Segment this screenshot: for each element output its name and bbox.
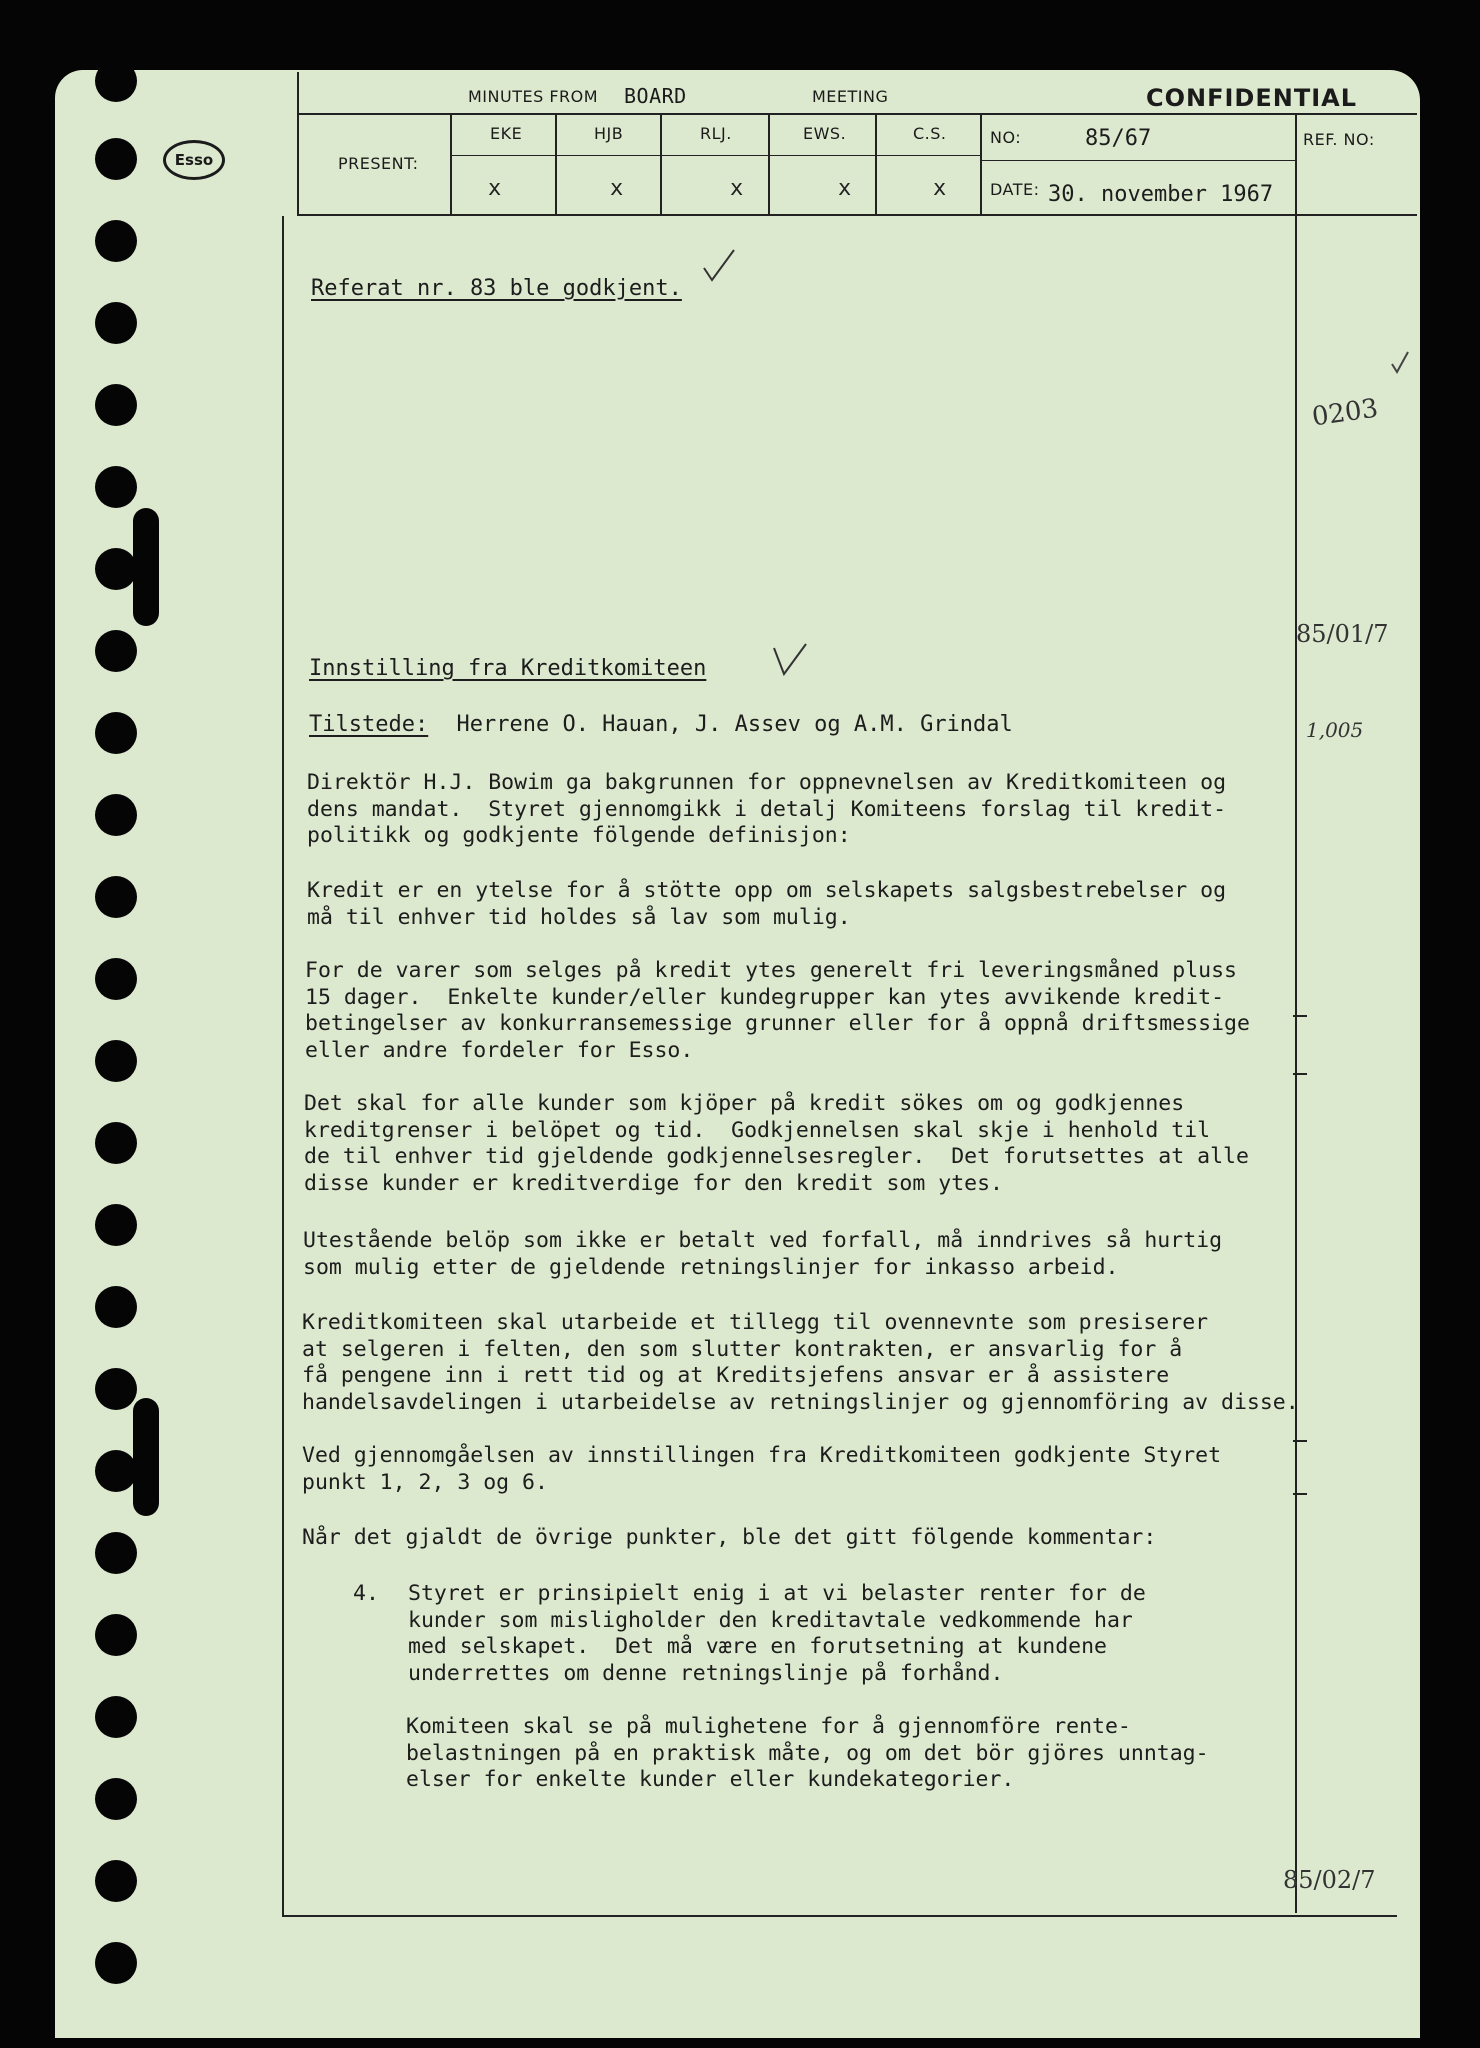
board-label: BOARD [624, 84, 687, 108]
paragraph [302, 1525, 1156, 1552]
form-rule [282, 1915, 1397, 1917]
paragraph [305, 958, 1250, 1064]
text-line: Ved gjennomgåelsen av innstillingen fra Kreditkomiteen godkjente Styret [302, 1443, 1222, 1468]
tilstede-label: Tilstede: [309, 712, 429, 737]
margin-tick [1293, 1440, 1307, 1442]
text-line: handelsavdelingen i utarbeidelse av retningslinjer og gjennomföring av disse. [302, 1389, 1299, 1415]
text-line: Utestående belöp som ikke er betalt ved forfall, må inndrives så hurtig [303, 1228, 1223, 1253]
binder-hole [95, 1286, 137, 1328]
binder-hole [95, 630, 137, 672]
text-line: at selgeren i felten, den som slutter kontrakten, er ansvarlig for å [302, 1336, 1183, 1362]
binder-hole [95, 1942, 137, 1984]
date-label: DATE: [990, 180, 1040, 199]
text-line: politikk og godkjente fölgende definisjon: [307, 823, 851, 848]
binder-hole [95, 712, 137, 754]
binder-hole [95, 876, 137, 918]
member-initials: RLJ. [700, 124, 732, 143]
text-line: punkt 1, 2, 3 og 6. [302, 1469, 548, 1495]
no-label: NO: [990, 128, 1022, 147]
form-rule [875, 113, 877, 214]
text-line: elser for enkelte kunder eller kundekategorier. [406, 1767, 1015, 1792]
referat-line: Referat nr. 83 ble godkjent. [311, 276, 682, 301]
margin-tick [1293, 1015, 1307, 1017]
margin-note-amount: 1,005 [1306, 718, 1364, 742]
binder-hole [95, 384, 137, 426]
binder-hole [95, 220, 137, 262]
attendance-mark: x [933, 176, 947, 201]
form-rule [1295, 113, 1297, 1913]
binder-hole [95, 1614, 137, 1656]
binder-hole [95, 60, 137, 102]
form-rule [555, 113, 557, 214]
paragraph [302, 1443, 1221, 1496]
attendance-mark: x [488, 176, 502, 201]
form-rule [768, 113, 770, 214]
paragraph [304, 1091, 1249, 1197]
text-line: Direktör H.J. Bowim ga bakgrunnen for oppnevnelsen av Kreditkomiteen og [307, 770, 1227, 795]
text-line: de til enhver tid gjeldende godkjennelsesregler. Det forutsettes at alle [304, 1144, 1249, 1169]
binder-hole [95, 1450, 137, 1492]
form-rule [297, 113, 1417, 115]
member-initials: EKE [490, 124, 523, 143]
form-rule [297, 214, 1417, 216]
text-line: Styret er prinsipielt enig i at vi belaster renter for de [408, 1581, 1146, 1606]
text-line: må til enhver tid holdes så lav som mulig. [307, 904, 851, 930]
binder-hole [95, 548, 137, 590]
form-rule [297, 72, 299, 216]
member-initials: HJB [594, 124, 624, 143]
attendance-mark: x [610, 176, 624, 201]
text-line: med selskapet. Det må være en forutsetning at kundene [408, 1634, 1107, 1659]
binder-hole [95, 138, 137, 180]
item-paragraph [406, 1714, 1209, 1794]
text-line: Komiteen skal se på mulighetene for å gjennomföre rente- [406, 1714, 1131, 1739]
text-line: som mulig etter de gjeldende retningslinjer for inkasso arbeid. [303, 1254, 1119, 1280]
text-line: Det skal for alle kunder som kjöper på kredit sökes om og godkjennes [304, 1091, 1185, 1116]
binder-hole [95, 1122, 137, 1164]
text-line: kunder som misligholder den kreditavtale vedkommende har [408, 1607, 1133, 1633]
form-rule [450, 155, 980, 156]
binder-hole [95, 1368, 137, 1410]
text-line: belastningen på en praktisk måte, og om det bör gjöres unntag- [406, 1740, 1209, 1766]
form-rule [660, 113, 662, 214]
date-value: 30. november 1967 [1048, 182, 1274, 207]
margin-tick [1293, 1493, 1307, 1495]
text-line: kreditgrenser i belöpet og tid. Godkjennelsen skal skje i henhold til [304, 1117, 1211, 1143]
form-rule [450, 113, 452, 214]
binder-slot [133, 1398, 159, 1516]
text-line: Når det gjaldt de övrige punkter, ble det gitt fölgende kommentar: [302, 1525, 1157, 1550]
binder-hole [95, 1778, 137, 1820]
binder-hole [95, 1860, 137, 1902]
minutes-from-label: MINUTES FROM [468, 87, 599, 106]
form-rule [980, 160, 1295, 161]
attendance-mark: x [838, 176, 852, 201]
paragraph [307, 770, 1226, 850]
form-rule [980, 113, 982, 214]
esso-logo: Esso [163, 140, 225, 180]
binder-hole [95, 302, 137, 344]
binder-hole [95, 1040, 137, 1082]
text-line: Kreditkomiteen skal utarbeide et tillegg til ovennevnte som presiserer [302, 1310, 1209, 1335]
margin-tick [1293, 1073, 1307, 1075]
margin-note-top: 0203 [1310, 393, 1380, 433]
paragraph [307, 878, 1226, 931]
text-line: For de varer som selges på kredit ytes generelt fri leveringsmåned pluss [305, 958, 1237, 983]
item-number: 4. [353, 1581, 379, 1606]
text-line: underrettes om denne retningslinje på forhånd. [408, 1660, 1004, 1686]
ref-no-label: REF. NO: [1303, 130, 1375, 149]
check-mark-icon [700, 246, 740, 286]
binder-hole [95, 1696, 137, 1738]
item-paragraph [408, 1581, 1146, 1687]
binder-hole [95, 466, 137, 508]
check-mark-icon [770, 640, 810, 680]
text-line: dens mandat. Styret gjennomgikk i detalj Komiteens forslag til kredit- [307, 796, 1227, 822]
check-mark-icon [1390, 350, 1412, 376]
no-value: 85/67 [1085, 126, 1152, 151]
present-label: PRESENT: [338, 154, 419, 173]
tilstede-text: Herrene O. Hauan, J. Assev og A.M. Grindal [430, 712, 1013, 737]
attendance-mark: x [730, 176, 744, 201]
text-line: Kredit er en ytelse for å stötte opp om selskapets salgsbestrebelser og [307, 878, 1227, 903]
text-line: betingelser av konkurransemessige grunner eller for å oppnå driftsmessige [305, 1011, 1250, 1036]
member-initials: EWS. [803, 124, 847, 143]
member-initials: C.S. [913, 124, 947, 143]
confidential-label: CONFIDENTIAL [1146, 84, 1357, 112]
text-line: disse kunder er kreditverdige for den kredit som ytes. [304, 1170, 1003, 1196]
binder-hole [95, 958, 137, 1000]
paragraph [303, 1228, 1222, 1281]
margin-note-ref: 85/01/7 [1296, 620, 1389, 648]
text-line: eller andre fordeler for Esso. [305, 1037, 694, 1063]
meeting-label: MEETING [812, 87, 889, 106]
section-heading: Innstilling fra Kreditkomiteen [309, 656, 707, 681]
paragraph [302, 1310, 1299, 1416]
binder-hole [95, 794, 137, 836]
binder-hole [95, 1204, 137, 1246]
text-line: få pengene inn i rett tid og at Kreditsjefens ansvar er å assistere [302, 1363, 1170, 1388]
text-line: 15 dager. Enkelte kunder/eller kundegrupper kan ytes avvikende kredit- [305, 984, 1225, 1010]
binder-hole [95, 1532, 137, 1574]
form-rule [282, 216, 284, 1916]
margin-note-ref: 85/02/7 [1283, 1866, 1376, 1894]
